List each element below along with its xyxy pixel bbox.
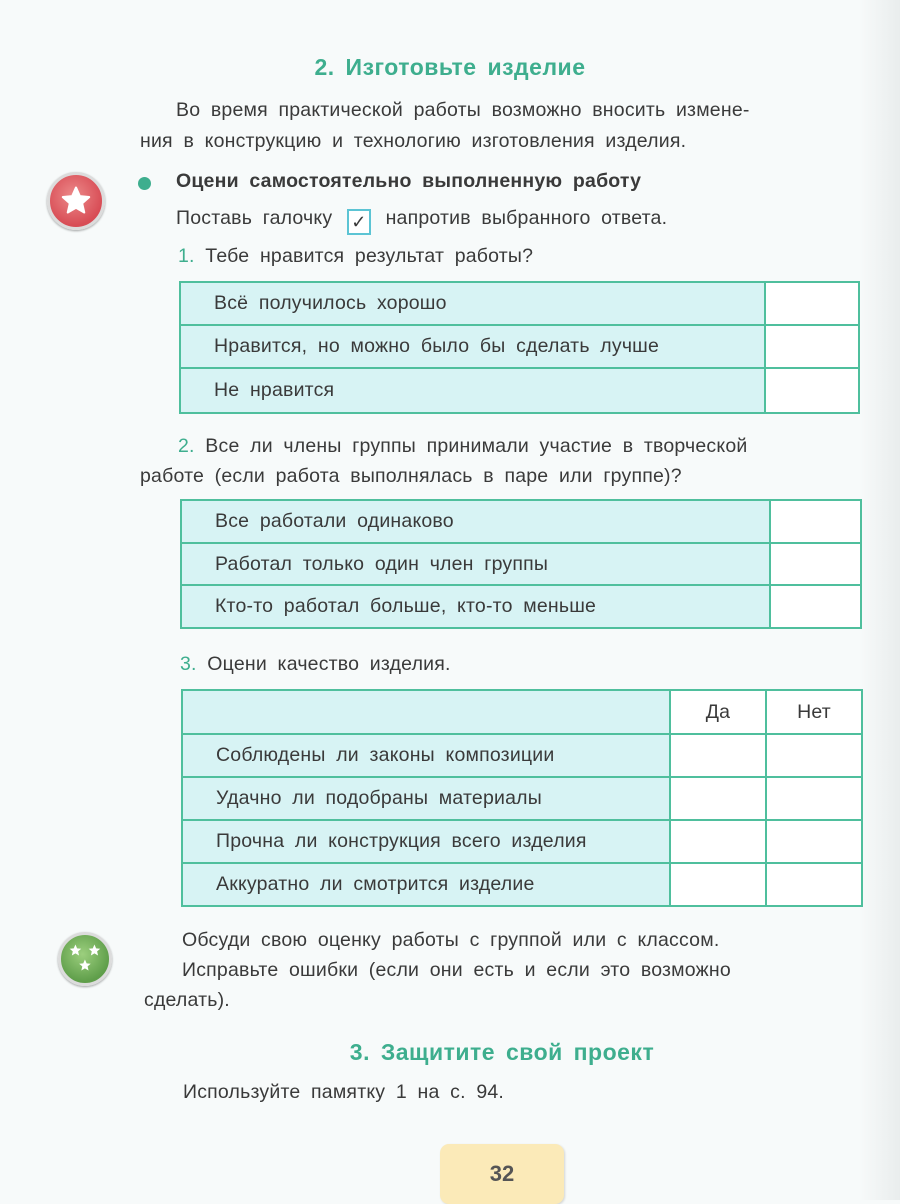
section-2-heading: 2. Изготовьте изделие <box>314 54 586 80</box>
question-3-text: Оцени качество изделия. <box>207 653 451 675</box>
question-1-number: 1. <box>178 245 195 267</box>
option-label: Работал только один член группы <box>181 543 770 585</box>
answer-checkbox[interactable] <box>765 325 859 368</box>
option-label: Всё получилось хорошо <box>180 282 765 325</box>
discussion-line-2: Исправьте ошибки (если они есть и если это возможно <box>182 959 731 981</box>
question-2-number: 2. <box>178 435 195 457</box>
header-blank <box>182 690 670 734</box>
check-mark-icon: ✓ <box>347 209 371 235</box>
no-checkbox[interactable] <box>766 863 862 906</box>
yes-checkbox[interactable] <box>670 734 766 777</box>
three-stars-icon <box>58 932 112 986</box>
self-check-title: Оцени самостоятельно выполненную работу <box>176 170 642 192</box>
table-row <box>180 282 859 325</box>
checkbox-instruction <box>176 202 667 235</box>
intro-line-1: Во время практической работы возможно вносить измене- <box>176 99 750 121</box>
table-row <box>180 325 859 368</box>
table-row <box>182 777 862 820</box>
question-2-line-2: работе (если работа выполнялась в паре или группе)? <box>140 465 682 487</box>
table-row <box>181 500 861 543</box>
answer-checkbox[interactable] <box>770 543 861 585</box>
yes-checkbox[interactable] <box>670 777 766 820</box>
discussion-line-1: Обсуди свою оценку работы с группой или с классом. <box>182 929 720 951</box>
table-header-row <box>182 690 862 734</box>
table-row <box>181 543 861 585</box>
answer-checkbox[interactable] <box>770 500 861 543</box>
yes-checkbox[interactable] <box>670 820 766 863</box>
star-glyph <box>59 184 93 218</box>
question-2-line-1 <box>178 430 747 462</box>
quality-table <box>181 689 863 907</box>
intro-line-2: ния в конструкцию и технологию изготовления изделия. <box>140 130 687 152</box>
option-label: Не нравится <box>180 368 765 413</box>
question-1-table <box>179 281 860 414</box>
no-checkbox[interactable] <box>766 734 862 777</box>
no-checkbox[interactable] <box>766 820 862 863</box>
bullet-icon <box>138 177 151 190</box>
table-row <box>182 820 862 863</box>
table-row <box>181 585 861 628</box>
header-yes: Да <box>670 690 766 734</box>
criterion-label: Аккуратно ли смотрится изделие <box>182 863 670 906</box>
star-icon <box>47 172 105 230</box>
instruction-before: Поставь галочку <box>176 207 333 229</box>
answer-checkbox[interactable] <box>765 282 859 325</box>
question-2-text: Все ли члены группы принимали участие в творческой <box>205 435 748 457</box>
table-row <box>182 734 862 777</box>
section-3-text: Используйте памятку 1 на с. 94. <box>183 1081 505 1103</box>
option-label: Все работали одинаково <box>181 500 770 543</box>
header-no: Нет <box>766 690 862 734</box>
table-row <box>182 863 862 906</box>
question-2-table <box>180 499 862 629</box>
answer-checkbox[interactable] <box>765 368 859 413</box>
question-1 <box>178 240 533 272</box>
option-label: Кто-то работал больше, кто-то меньше <box>181 585 770 628</box>
criterion-label: Соблюдены ли законы композиции <box>182 734 670 777</box>
discussion-line-3: сделать). <box>144 989 230 1011</box>
no-checkbox[interactable] <box>766 777 862 820</box>
criterion-label: Удачно ли подобраны материалы <box>182 777 670 820</box>
section-3-heading: 3. Защитите свой проект <box>349 1039 655 1065</box>
page-number: 32 <box>440 1144 564 1204</box>
page-edge-shade <box>860 0 900 1200</box>
instruction-after: напротив выбранного ответа. <box>385 207 668 229</box>
question-1-text: Тебе нравится результат работы? <box>205 245 534 267</box>
question-3-number: 3. <box>180 653 197 675</box>
three-stars-glyph <box>66 941 104 977</box>
table-row <box>180 368 859 413</box>
criterion-label: Прочна ли конструкция всего изделия <box>182 820 670 863</box>
answer-checkbox[interactable] <box>770 585 861 628</box>
option-label: Нравится, но можно было бы сделать лучше <box>180 325 765 368</box>
question-3 <box>180 648 451 680</box>
yes-checkbox[interactable] <box>670 863 766 906</box>
